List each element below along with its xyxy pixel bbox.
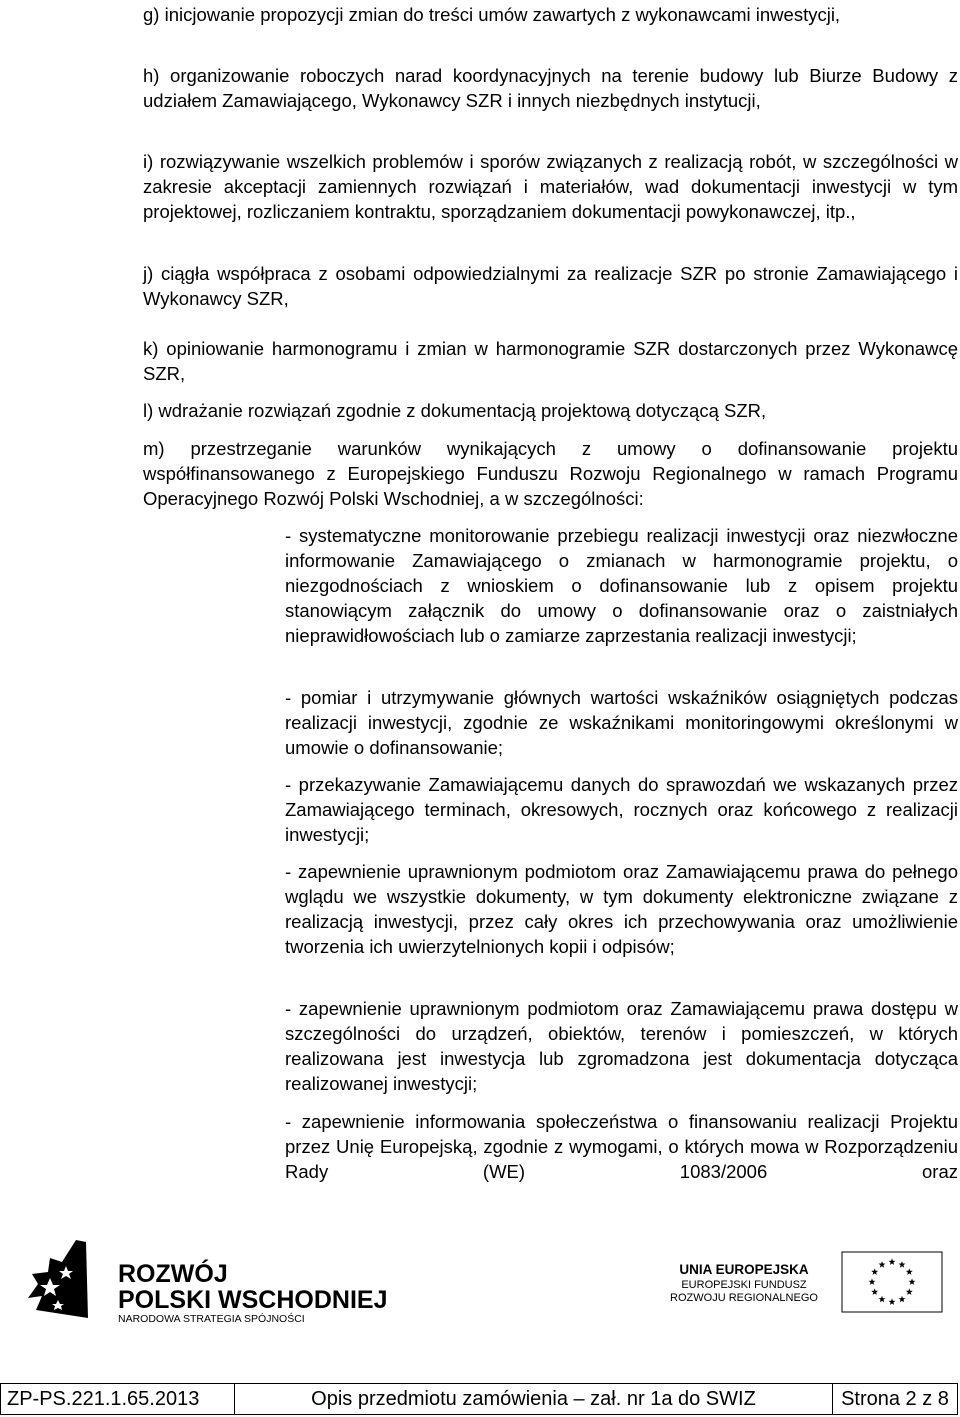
paragraph-m: m) przestrzeganie warunków wynikających z umowy o dofinansowanie projektu współfinansowanego z Europejskiego Funduszu Rozwoju Regionalnego w ramach Programu Operacyjnego Rozwój Polski Wschodniej, a w szczególności: [143, 438, 958, 509]
paragraph-l: l) wdrażanie rozwiązań zgodnie z dokumentacją projektową dotyczącą SZR, [143, 400, 767, 421]
subitem-public-information: - zapewnienie informowania społeczeństwa o finansowaniu realizacji Projektu przez Unię Europejską, zgodnie z wymogami, o których mowa w Rozporządzeniu Rady (WE) 1083/2006 oraz [285, 1111, 958, 1182]
subitem-document-access: - zapewnienie uprawnionym podmiotom oraz Zamawiającemu prawa do pełnego wglądu we wszystkie dokumenty, w tym dokumenty elektroniczne związane z realizacją inwestycji, przez cały okres ich przechowywania oraz umożliwienie tworzenia ich uwierzytelnionych kopii i odpisów; [285, 861, 958, 957]
subitem-monitoring: - systematyczne monitorowanie przebiegu realizacji inwestycji oraz niezwłoczne informowanie Zamawiającego o zmianach w harmonogramie projektu, o niezgodnościach z wnioskiem o dofinansowanie lub z opisem projektu stanowiącym załącznik do umowy o dofinansowanie oraz o zaistniałych nieprawidłowościach lub o zamiarze zaprzestania realizacji inwestycji; [285, 525, 958, 646]
footer-description: Opis przedmiotu zamówienia – zał. nr 1a do SWIZ [235, 1384, 833, 1414]
eu-flag-icon [842, 1252, 942, 1312]
subitem-reports: - przekazywanie Zamawiającemu danych do sprawozdań we wskazanych przez Zamawiającego terminach, okresowych, rocznych oraz końcowego z realizacji inwestycji; [285, 774, 958, 845]
footer-page-number: Strona 2 z 8 [841, 1388, 949, 1410]
rozwoj-polski-wschodniej-logo [28, 1238, 398, 1328]
logo-left-line3: NARODOWA STRATEGIA SPÓJNOŚCI [118, 1313, 305, 1325]
paragraph-i: i) rozwiązywanie wszelkich problemów i sporów związanych z realizacją robót, w szczególności w zakresie akceptacji zamiennych rozwiązań i materiałów, wad dokumentacji inwestycji w tym projektowej, rozliczaniem kontraktu, sporządzaniem dokumentacji powykonawczej, itp., [143, 151, 958, 222]
paragraph-k: k) opiniowanie harmonogramu i zmian w harmonogramie SZR dostarczonych przez Wykonawcę SZR, [143, 338, 958, 384]
subitem-indicators: - pomiar i utrzymywanie głównych wartości wskaźników osiągniętych podczas realizacji inwestycji, zgodnie ze wskaźnikami monitoringowymi określonymi w umowie o dofinansowanie; [285, 687, 958, 758]
star-silhouette-icon [28, 1240, 88, 1318]
logo-right-line1: UNIA EUROPEJSKA [679, 1262, 809, 1277]
paragraph-j: j) ciągła współpraca z osobami odpowiedzialnymi za realizacje SZR po stronie Zamawiającego i Wykonawcy SZR, [143, 263, 958, 309]
footer-reference: ZP-PS.221.1.65.2013 [1, 1384, 235, 1414]
logo-left-line2: POLSKI WSCHODNIEJ [118, 1286, 388, 1314]
logo-right-line2: EUROPEJSKI FUNDUSZ [681, 1279, 807, 1291]
logo-left-line1: ROZWÓJ [118, 1260, 228, 1288]
paragraph-h: h) organizowanie roboczych narad koordynacyjnych na terenie budowy lub Biurze Budowy z udziałem Zamawiającego, Wykonawcy SZR i innych niezbędnych instytucji, [143, 65, 958, 111]
unia-europejska-logo [662, 1250, 946, 1314]
subitem-site-access: - zapewnienie uprawnionym podmiotom oraz Zamawiającemu prawa dostępu w szczególności do urządzeń, obiektów, terenów i pomieszczeń, w których realizowana jest inwestycja lub zgromadzona jest dokumentacja dotycząca realizowanej inwestycji; [285, 998, 958, 1094]
page-footer [0, 1383, 958, 1415]
logo-right-line3: ROZWOJU REGIONALNEGO [670, 1292, 818, 1304]
paragraph-g: g) inicjowanie propozycji zmian do treści umów zawartych z wykonawcami inwestycji, [143, 4, 841, 25]
